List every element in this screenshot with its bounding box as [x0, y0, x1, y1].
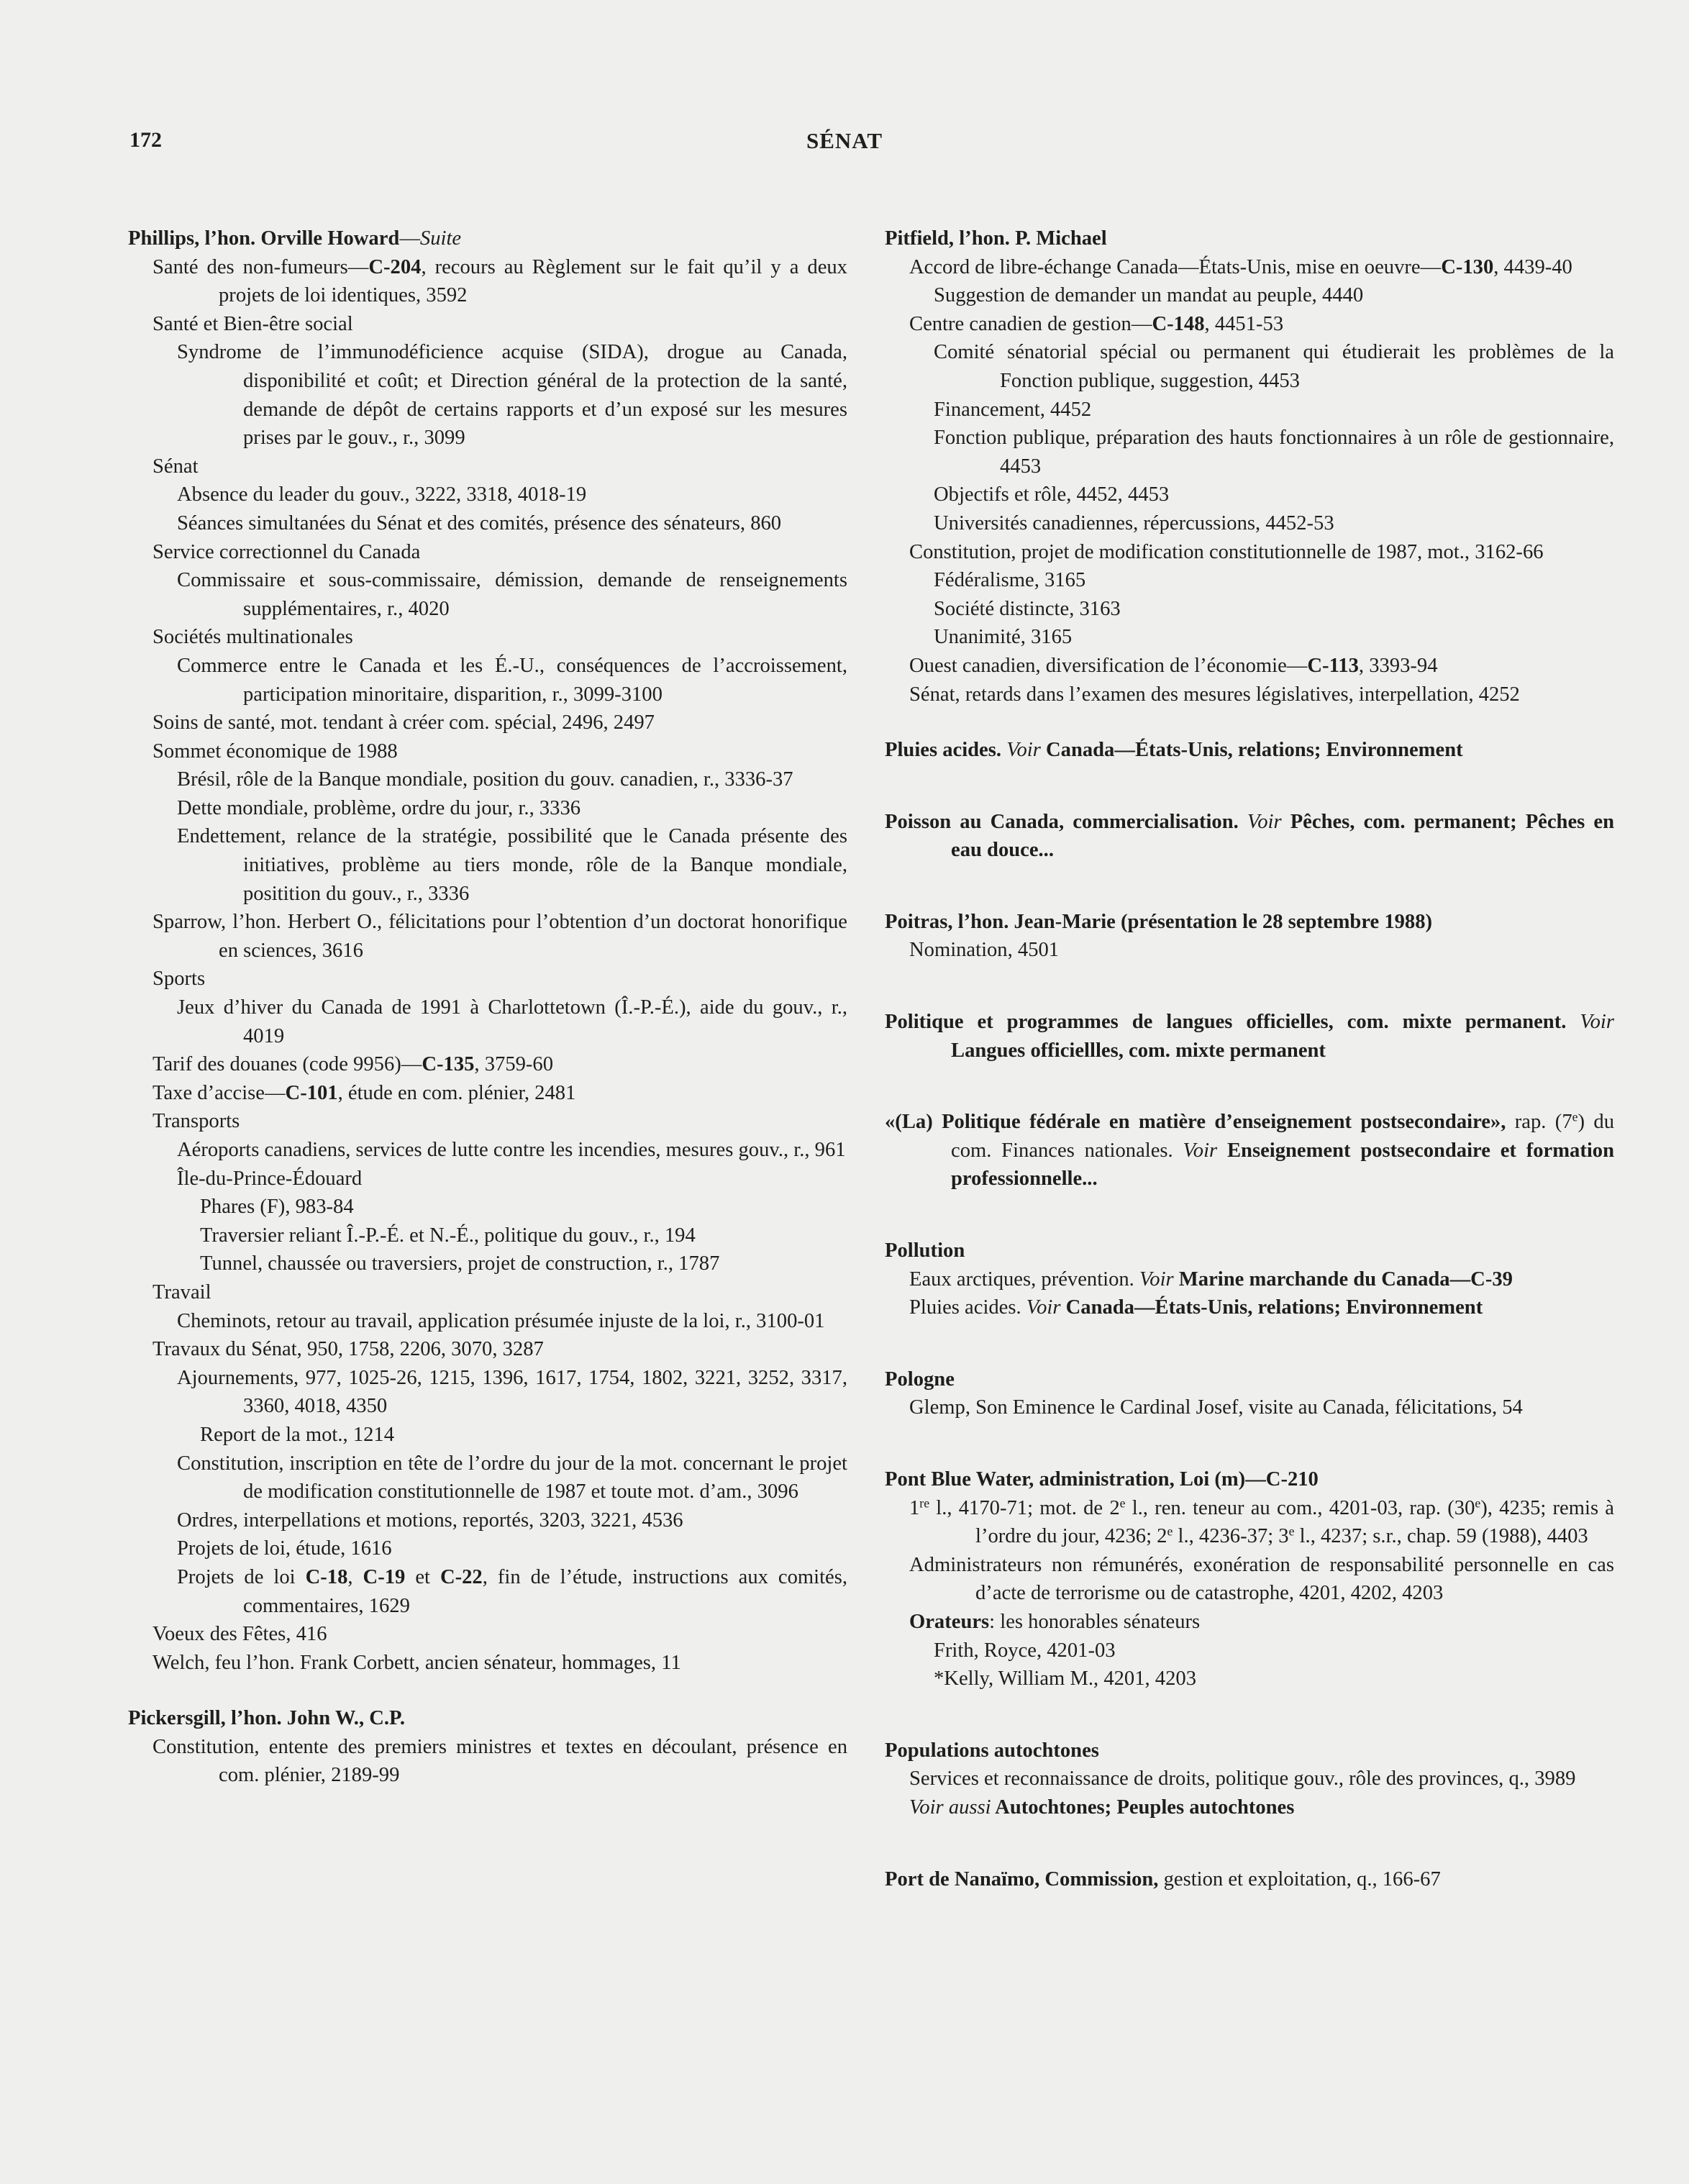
- index-subentry: [128, 1136, 847, 1165]
- entry-text: Santé des non-fumeurs—: [152, 255, 369, 278]
- index-subentry: [885, 1265, 1614, 1294]
- index-heading: [885, 908, 1614, 937]
- entry-text: Travaux du Sénat, 950, 1758, 2206, 3070, 3287: [152, 1338, 544, 1361]
- entry-text: Report de la mot., 1214: [200, 1423, 395, 1446]
- index-subentry: [128, 623, 847, 652]
- index-subentry: [128, 538, 847, 567]
- index-subentry: [128, 765, 847, 794]
- index-subentry: [885, 1665, 1614, 1693]
- index-subentry: [128, 1278, 847, 1307]
- entry-text: Objectifs et rôle, 4452, 4453: [934, 483, 1170, 506]
- index-heading: [885, 224, 1614, 253]
- entry-text: Pickersgill, l’hon. John W., C.P.: [128, 1707, 406, 1730]
- entry-text: Suite: [419, 227, 462, 250]
- entry-text: Sénat: [152, 455, 199, 478]
- entry-text: Phillips, l’hon. Orville Howard: [128, 227, 400, 250]
- entry-text: Orateurs: [909, 1610, 990, 1633]
- index-subentry: [128, 1165, 847, 1193]
- index-subentry: [885, 281, 1614, 310]
- entry-text: Universités canadiennes, répercussions, 4452-53: [934, 511, 1334, 534]
- index-subentry: [885, 253, 1614, 282]
- index-subentry: [885, 652, 1614, 681]
- entry-text: Marine marchande du Canada—C-39: [1173, 1268, 1513, 1291]
- entry-text: Sociétés multinationales: [152, 626, 353, 649]
- entry-text: , recours au Règlement sur le fait qu’il y a deux projets de loi identiques, 3592: [219, 255, 847, 307]
- index-heading: [885, 1865, 1614, 1894]
- entry-text: C-204: [368, 255, 422, 278]
- entry-text: Services et reconnaissance de droits, politique gouv., rôle des provinces, q., 3989: [909, 1767, 1576, 1791]
- index-heading: [885, 1237, 1614, 1265]
- entry-text: et: [405, 1565, 440, 1588]
- entry-text: Projets de loi: [177, 1565, 306, 1588]
- entry-text: Financement, 4452: [934, 398, 1092, 421]
- entry-text: , 3759-60: [474, 1053, 554, 1076]
- index-subentry: [128, 1506, 847, 1535]
- entry-text: C-135: [422, 1053, 475, 1076]
- entry-text: ), 4235; remis à l’ordre du jour, 4236; 2: [975, 1496, 1614, 1548]
- entry-text: Société distincte, 3163: [934, 597, 1121, 620]
- index-subentry: [128, 1534, 847, 1563]
- index-subentry: [128, 1364, 847, 1421]
- index-subentry: [128, 452, 847, 481]
- entry-text: Fonction publique, préparation des hauts fonctionnaires à un rôle de gestionnaire, 4453: [934, 427, 1614, 478]
- entry-text: *Kelly, William M., 4201, 4203: [934, 1667, 1196, 1691]
- index-subentry: [128, 1421, 847, 1450]
- index-subentry: [128, 908, 847, 965]
- index-subentry: [128, 1050, 847, 1079]
- entry-text: Service correctionnel du Canada: [152, 540, 421, 563]
- entry-text: Constitution, entente des premiers ministres et textes en découlant, présence en com. plénier, 2189-99: [152, 1735, 847, 1787]
- entry-text: Poitras, l’hon. Jean-Marie (présentation le 28 septembre 1988): [885, 910, 1433, 933]
- entry-text: Tunnel, chaussée ou traversiers, projet de construction, r., 1787: [200, 1252, 720, 1275]
- index-subentry: [885, 509, 1614, 538]
- index-heading: [885, 1108, 1614, 1193]
- entry-text: e: [1119, 1495, 1126, 1510]
- index-subentry: [885, 595, 1614, 624]
- entry-text: Frith, Royce, 4201-03: [934, 1639, 1116, 1662]
- entry-text: e: [1572, 1109, 1578, 1124]
- index-subentry: [128, 1079, 847, 1108]
- entry-text: ,: [347, 1565, 363, 1588]
- index-subentry: [885, 310, 1614, 339]
- index-subentry: [128, 993, 847, 1050]
- index-subentry: [885, 1494, 1614, 1551]
- entry-text: Voir: [1026, 1296, 1061, 1319]
- entry-text: 1: [909, 1496, 920, 1519]
- entry-text: Traversier reliant Î.-P.-É. et N.-É., politique du gouv., r., 194: [200, 1224, 696, 1247]
- index-subentry: [885, 1765, 1614, 1793]
- index-heading: [885, 736, 1614, 765]
- entry-text: Ouest canadien, diversification de l’économie—: [909, 654, 1308, 677]
- entry-text: Phares (F), 983-84: [200, 1196, 354, 1219]
- entry-text: , 4451-53: [1204, 312, 1284, 335]
- entry-text: Voir: [1139, 1268, 1174, 1291]
- index-subentry: [885, 1608, 1614, 1637]
- entry-text: Pont Blue Water, administration, Loi (m)—C-210: [885, 1468, 1319, 1491]
- index-column-right: [885, 224, 1614, 1893]
- entry-text: Cheminots, retour au travail, application présumée injuste de la loi, r., 3100-01: [177, 1309, 825, 1332]
- entry-text: Sénat, retards dans l’examen des mesures législatives, interpellation, 4252: [909, 683, 1520, 706]
- index-subentry: [885, 1637, 1614, 1665]
- index-subentry: [128, 1649, 847, 1678]
- entry-text: Taxe d’accise—: [152, 1081, 286, 1104]
- entry-text: , fin de l’étude, instructions aux comités, commentaires, 1629: [243, 1565, 847, 1617]
- entry-text: Pollution: [885, 1239, 965, 1262]
- entry-text: e: [1167, 1524, 1173, 1539]
- index-subentry: [128, 652, 847, 709]
- index-subentry: [885, 1393, 1614, 1422]
- index-subentry: [885, 396, 1614, 424]
- index-subentry: [128, 310, 847, 339]
- entry-text: Tarif des douanes (code 9956)—: [152, 1053, 422, 1076]
- entry-text: Pluies acides.: [909, 1296, 1026, 1319]
- index-heading: [128, 224, 847, 253]
- entry-text: Travail: [152, 1280, 211, 1303]
- entry-text: Ordres, interpellations et motions, reportés, 3203, 3221, 4536: [177, 1509, 683, 1532]
- index-subentry: [128, 566, 847, 623]
- index-subentry: [128, 1221, 847, 1250]
- entry-text: Pologne: [885, 1368, 955, 1391]
- entry-text: Port de Nanaïmo, Commission,: [885, 1867, 1159, 1890]
- entry-text: Île-du-Prince-Édouard: [177, 1167, 363, 1190]
- entry-text: Séances simultanées du Sénat et des comités, présence des sénateurs, 860: [177, 511, 782, 534]
- index-subentry: [128, 509, 847, 538]
- entry-text: Canada—États-Unis, relations; Environnement: [1040, 739, 1463, 762]
- entry-text: , 3393-94: [1358, 654, 1438, 677]
- entry-text: e: [1288, 1524, 1295, 1539]
- index-heading: [885, 1365, 1614, 1394]
- index-subentry: [885, 623, 1614, 652]
- entry-text: Jeux d’hiver du Canada de 1991 à Charlottetown (Î.-P.-É.), aide du gouv., r., 4019: [177, 996, 847, 1047]
- entry-text: Autochtones; Peuples autochtones: [991, 1796, 1295, 1819]
- index-subentry: [885, 681, 1614, 709]
- index-subentry: [128, 1250, 847, 1278]
- entry-text: : les honorables sénateurs: [989, 1610, 1201, 1633]
- index-subentry: [128, 253, 847, 310]
- entry-text: Syndrome de l’immunodéficience acquise (SIDA), drogue au Canada, disponibilité et coût; et Direction général de la protection de la santé, demande de dépôt de certains rapports et d’un exposé sur les mesures prises par le gouv., r., 3099: [177, 341, 847, 450]
- entry-text: Nomination, 4501: [909, 939, 1060, 962]
- entry-text: —: [399, 227, 420, 250]
- index-subentry: [128, 709, 847, 737]
- index-heading: [128, 1704, 847, 1733]
- page-number: 172: [129, 128, 162, 152]
- index-subentry: [885, 1551, 1614, 1608]
- entry-text: Ajournements, 977, 1025-26, 1215, 1396, 1617, 1754, 1802, 3221, 3252, 3317, 3360, 4018, 4350: [177, 1366, 847, 1418]
- entry-text: Commissaire et sous-commissaire, démission, demande de renseignements supplémentaires, r., 4020: [177, 569, 847, 620]
- entry-text: Pluies acides.: [885, 739, 1007, 762]
- entry-text: C-19: [363, 1565, 406, 1588]
- entry-text: Voir: [1580, 1011, 1614, 1034]
- index-subentry: [885, 481, 1614, 509]
- entry-text: , 4439-40: [1493, 255, 1572, 278]
- index-subentry: [885, 338, 1614, 395]
- entry-text: Langues officiellles, com. mixte permanent: [951, 1039, 1326, 1062]
- entry-text: Aéroports canadiens, services de lutte contre les incendies, mesures gouv., r., 961: [177, 1139, 846, 1161]
- index-subentry: [128, 737, 847, 766]
- entry-text: Centre canadien de gestion—: [909, 312, 1152, 335]
- index-heading: [885, 1737, 1614, 1765]
- entry-text: Voir: [1006, 739, 1041, 762]
- entry-text: C-101: [285, 1081, 338, 1104]
- entry-text: Eaux arctiques, prévention.: [909, 1268, 1139, 1291]
- entry-text: l., 4237; s.r., chap. 59 (1988), 4403: [1294, 1525, 1588, 1548]
- index-subentry: [128, 1307, 847, 1336]
- entry-text: C-113: [1307, 654, 1359, 677]
- entry-text: Constitution, projet de modification constitutionnelle de 1987, mot., 3162-66: [909, 540, 1544, 563]
- index-subentry: [885, 1793, 1614, 1822]
- entry-text: Accord de libre-échange Canada—États-Unis, mise en oeuvre—: [909, 255, 1442, 278]
- index-subentry: [128, 965, 847, 993]
- index-subentry: [885, 538, 1614, 567]
- index-subentry: [128, 822, 847, 908]
- entry-text: Pêches, com. permanent; Pêches en eau douce...: [951, 810, 1615, 862]
- entry-text: Projets de loi, étude, 1616: [177, 1537, 392, 1560]
- entry-text: Voir aussi: [909, 1796, 991, 1819]
- entry-text: Constitution, inscription en tête de l’ordre du jour de la mot. concernant le projet de modification constitutionnelle de 1987 et toute mot. d’am., 3096: [177, 1452, 847, 1503]
- entry-text: Sparrow, l’hon. Herbert O., félicitations pour l’obtention d’un doctorat honorifique en sciences, 3616: [152, 911, 847, 962]
- entry-text: Glemp, Son Eminence le Cardinal Josef, visite au Canada, félicitations, 54: [909, 1396, 1523, 1419]
- entry-text: Welch, feu l’hon. Frank Corbett, ancien sénateur, hommages, 11: [152, 1651, 681, 1674]
- index-subentry: [885, 1293, 1614, 1322]
- entry-text: re: [919, 1495, 930, 1510]
- index-subentry: [128, 1335, 847, 1364]
- entry-text: Santé et Bien-être social: [152, 312, 353, 335]
- entry-text: Sports: [152, 968, 206, 991]
- entry-text: Canada—États-Unis, relations; Environnement: [1060, 1296, 1483, 1319]
- index-subentry: [128, 794, 847, 823]
- index-subentry: [128, 1193, 847, 1221]
- index-heading: [885, 808, 1614, 865]
- index-subentry: [128, 1563, 847, 1620]
- index-heading: [885, 1008, 1614, 1065]
- index-subentry: [128, 338, 847, 452]
- entry-text: C-148: [1152, 312, 1205, 335]
- entry-text: Sommet économique de 1988: [152, 740, 398, 763]
- entry-text: Brésil, rôle de la Banque mondiale, position du gouv. canadien, r., 3336-37: [177, 768, 793, 791]
- index-subentry: [128, 1450, 847, 1506]
- entry-text: C-130: [1441, 255, 1494, 278]
- index-subentry: [128, 481, 847, 509]
- entry-text: Suggestion de demander un mandat au peuple, 4440: [934, 284, 1364, 307]
- index-subentry: [885, 424, 1614, 481]
- index-column-left: [128, 224, 847, 1790]
- entry-text: Politique et programmes de langues officielles, com. mixte permanent.: [885, 1011, 1580, 1034]
- entry-text: Voir: [1247, 810, 1282, 833]
- entry-text: rap. (7: [1506, 1111, 1572, 1134]
- entry-text: Transports: [152, 1110, 240, 1133]
- entry-text: Pitfield, l’hon. P. Michael: [885, 227, 1107, 250]
- entry-text: Commerce entre le Canada et les É.-U., conséquences de l’accroissement, participation minoritaire, disparition, r., 3099-3100: [177, 654, 847, 706]
- index-subentry: [128, 1620, 847, 1649]
- entry-text: Absence du leader du gouv., 3222, 3318, 4018-19: [177, 483, 587, 506]
- entry-text: Poisson au Canada, commercialisation.: [885, 810, 1247, 833]
- entry-text: Administrateurs non rémunérés, exonération de responsabilité personnelle en cas d’acte de terrorisme ou de catastrophe, 4201, 4202, 4203: [909, 1553, 1614, 1605]
- index-subentry: [885, 936, 1614, 965]
- page-title: SÉNAT: [806, 128, 883, 153]
- entry-text: C-18: [305, 1565, 348, 1588]
- entry-text: Comité sénatorial spécial ou permanent qui étudierait les problèmes de la Fonction publique, suggestion, 4453: [934, 341, 1614, 392]
- entry-text: Voeux des Fêtes, 416: [152, 1623, 327, 1646]
- entry-text: Dette mondiale, problème, ordre du jour, r., 3336: [177, 796, 581, 819]
- entry-text: l., 4236-37; 3: [1173, 1525, 1289, 1548]
- entry-text: Endettement, relance de la stratégie, possibilité que le Canada présente des initiatives, problème au tiers monde, rôle de la Banque mondiale, positition du gouv., r., 3336: [177, 825, 847, 905]
- entry-text: l., ren. teneur au com., 4201-03, rap. (30: [1125, 1496, 1475, 1519]
- entry-text: C-22: [440, 1565, 483, 1588]
- index-subentry: [128, 1733, 847, 1790]
- entry-text: Soins de santé, mot. tendant à créer com. spécial, 2496, 2497: [152, 711, 655, 734]
- entry-text: «(La) Politique fédérale en matière d’enseignement postsecondaire»,: [885, 1111, 1506, 1134]
- index-subentry: [128, 1107, 847, 1136]
- entry-text: , étude en com. plénier, 2481: [337, 1081, 576, 1104]
- entry-text: ) du com. Finances nationales.: [951, 1111, 1615, 1162]
- index-heading: [885, 1465, 1614, 1494]
- entry-text: Unanimité, 3165: [934, 626, 1073, 649]
- entry-text: gestion et exploitation, q., 166-67: [1158, 1867, 1441, 1890]
- entry-text: Enseignement postsecondaire et formation professionnelle...: [951, 1139, 1614, 1191]
- entry-text: l., 4170-71; mot. de 2: [929, 1496, 1120, 1519]
- index-subentry: [885, 566, 1614, 595]
- entry-text: Fédéralisme, 3165: [934, 569, 1086, 592]
- entry-text: Voir: [1183, 1139, 1218, 1162]
- entry-text: Populations autochtones: [885, 1739, 1099, 1762]
- entry-text: e: [1475, 1495, 1481, 1510]
